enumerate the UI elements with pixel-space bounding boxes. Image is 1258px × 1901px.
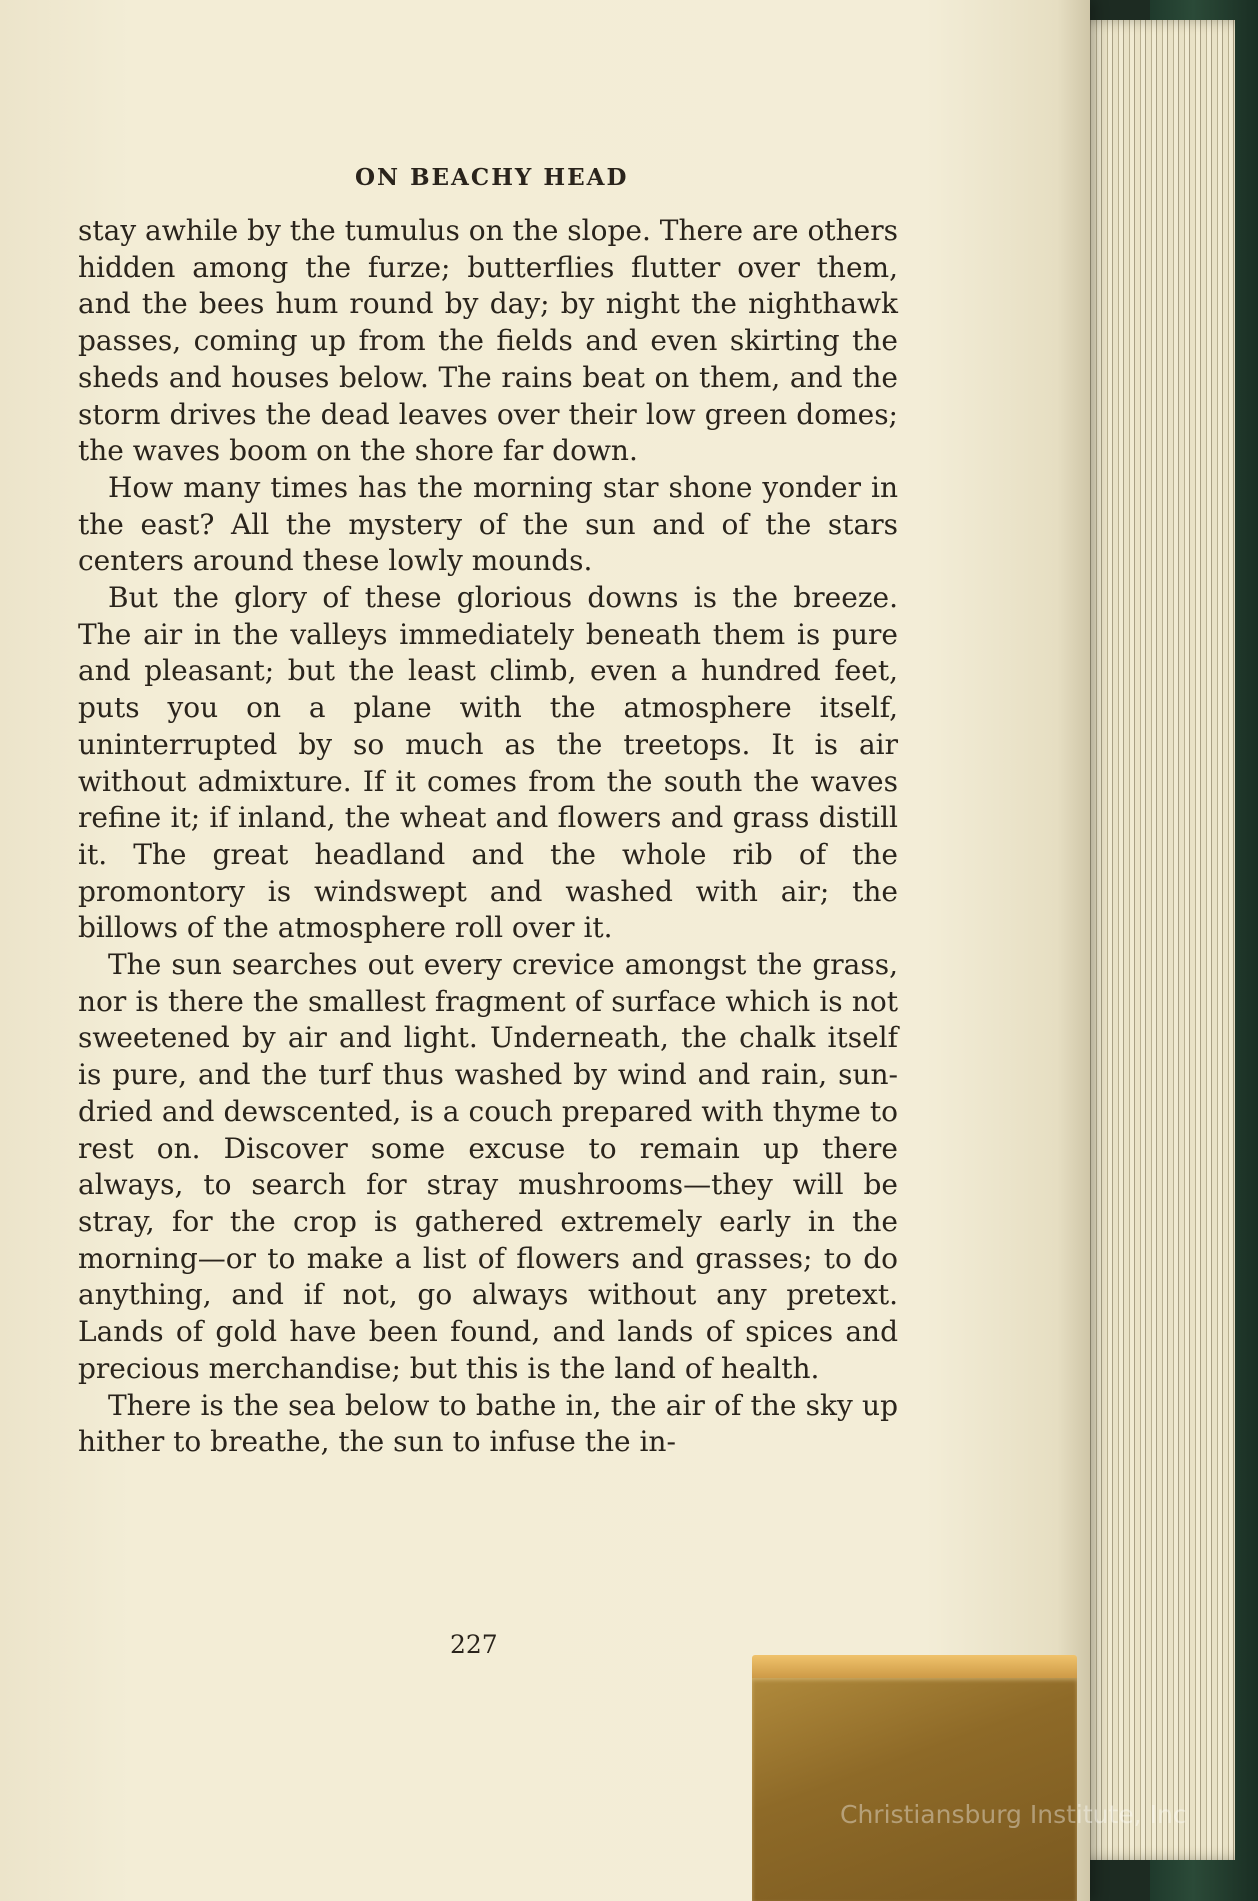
paragraph-1: stay awhile by the tumulus on the slope. There are others hidden among the furze; butterflies flutter over them, and the bees hum round by day; by night the nighthawk passes, coming up from the fields and even skirting the sheds and houses below. The rains beat on them, and the storm drives the dead leaves over their low green domes; the waves boom on the shore far down. [78,214,898,468]
paragraph-3: But the glory of these glorious downs is the breeze. The air in the valleys immediately beneath them is pure and pleasant; but the least climb, even a hundred feet, puts you on a plane with the atmosphere itself, uninterrupted by so much as the treetops. It is air without admixture. If it comes from the south the waves refine it; if inland, the wheat and flowers and grass distill it. The great headland and the whole rib of the promontory is windswept and washed with air; the billows of the atmosphere roll over it. [78,581,898,945]
paragraph-4: The sun searches out every crevice amongst the grass, nor is there the smallest fragment of surface which is not sweetened by air and light. Underneath, the chalk itself is pure, and the turf thus washed by wind and rain, sun-dried and dewscented, is a couch prepared with thyme to rest on. Discover some excuse to remain up there always, to search for stray mushrooms—they will be stray, for the crop is gathered extremely early in the morning—or to make a list of flowers and grasses; to do anything, and if not, go always without any pretext. Lands of gold have been found, and lands of spices and precious merchandise; but this is the land of health. [78,948,898,1385]
paragraph-2: How many times has the morning star shone yonder in the east? All the mystery of the sun and of the stars centers around these lowly mounds. [78,470,898,578]
page-body [78,213,898,1461]
watermark-text: Christiansburg Institute, Inc [840,1800,1187,1829]
wooden-block [752,1678,1077,1901]
page-number: 227 [450,1630,498,1659]
paragraph-5: There is the sea below to bathe in, the air of the sky up hither to breathe, the sun to infuse the in- [78,1388,898,1459]
running-head: ON BEACHY HEAD [355,164,629,191]
